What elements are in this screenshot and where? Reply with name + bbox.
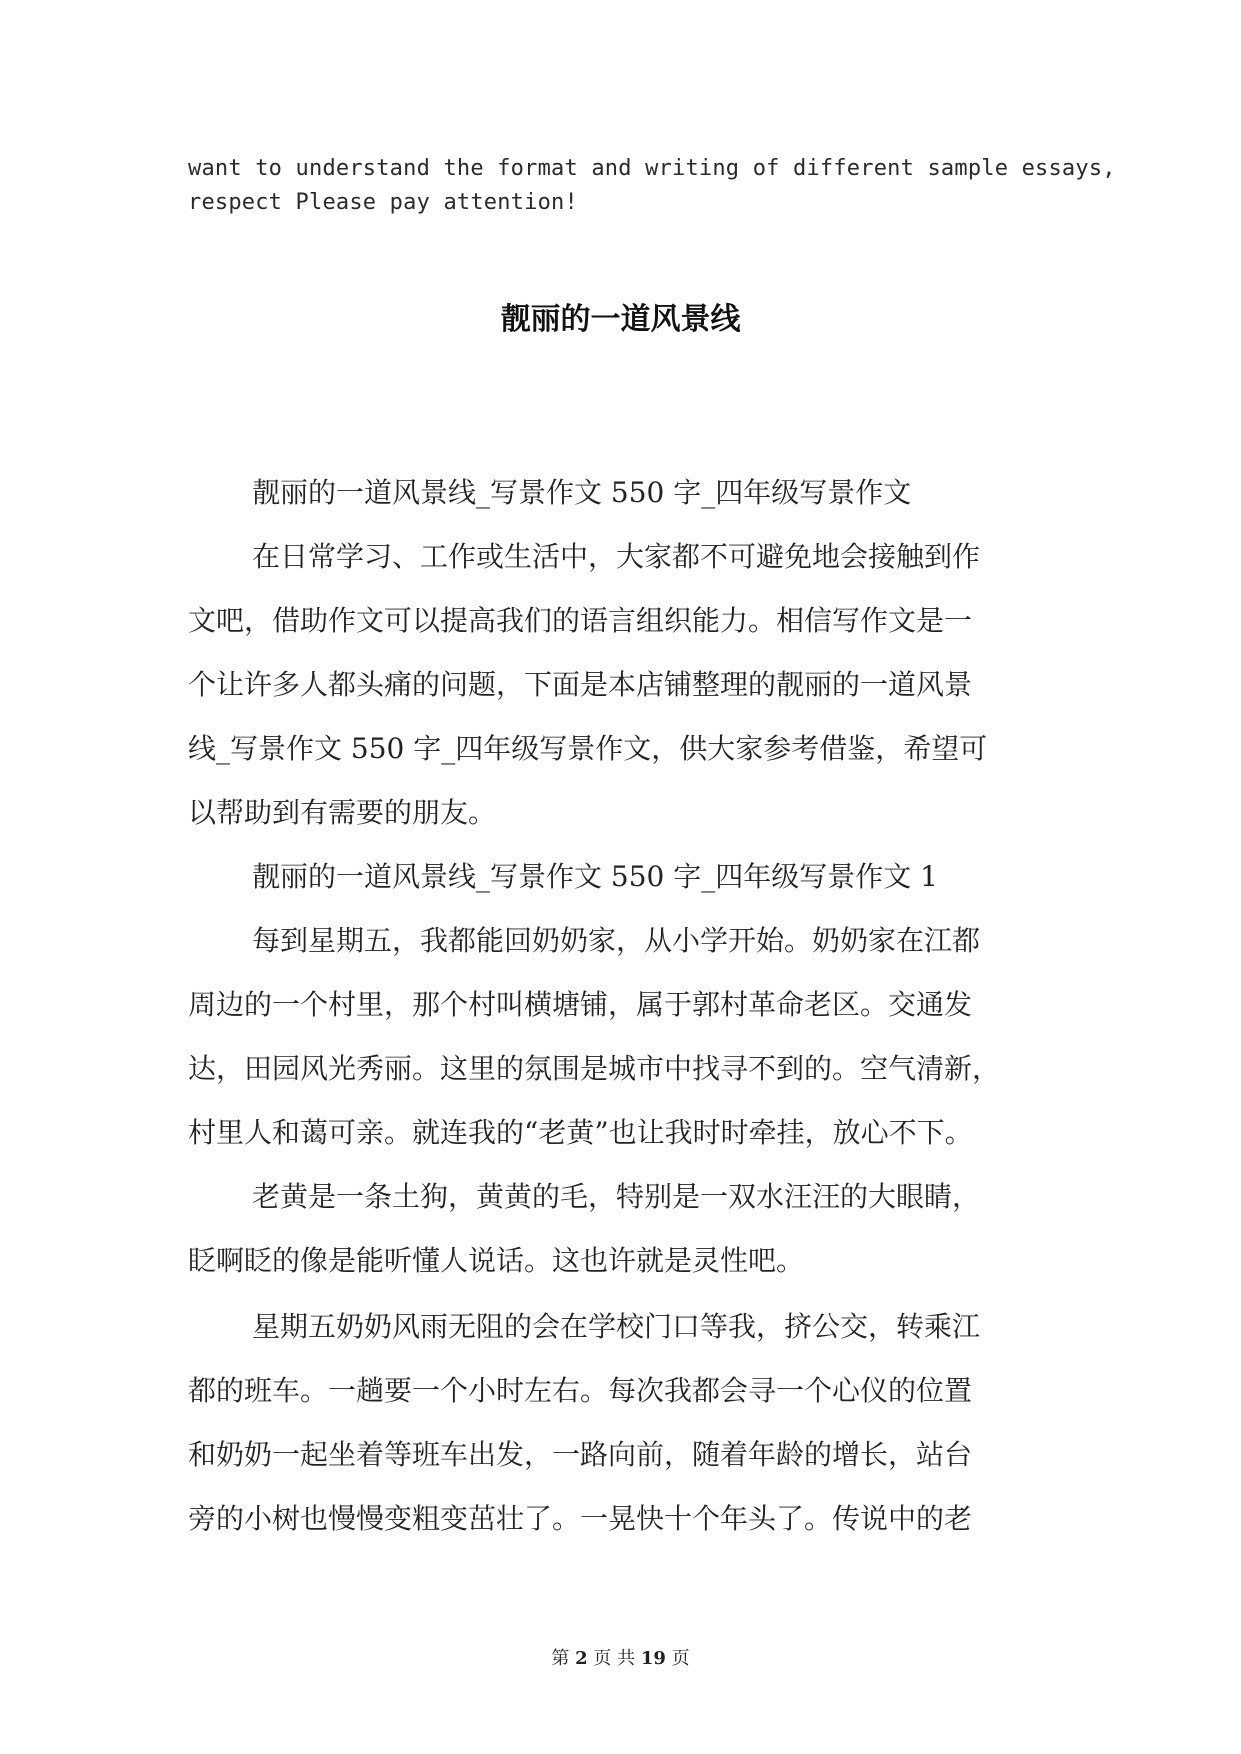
paragraph-line: 个让许多人都头痛的问题，下面是本店铺整理的靓丽的一道风景 [188,668,973,701]
footer-middle: 页 共 [593,1648,636,1669]
header-note-line: respect Please pay attention! [188,190,578,215]
paragraph-line: 老黄是一条土狗，黄黄的毛，特别是一双水汪汪的大眼睛， [252,1180,981,1213]
paragraph-line: 在日常学习、工作或生活中，大家都不可避免地会接触到作 [252,540,981,573]
paragraph-line: 星期五奶奶风雨无阻的会在学校门口等我，挤公交，转乘江 [252,1310,981,1343]
paragraph-line: 旁的小树也慢慢变粗变茁壮了。一晃快十个年头了。传说中的老 [188,1502,973,1535]
paragraph-line: 以帮助到有需要的朋友。 [188,796,497,829]
paragraph-line: 每到星期五，我都能回奶奶家，从小学开始。奶奶家在江都 [252,924,981,957]
page-number-footer [0,1647,1241,1671]
footer-suffix: 页 [671,1648,690,1669]
paragraph-line: 都的班车。一趟要一个小时左右。每次我都会寻一个心仪的位置 [188,1374,973,1407]
current-page-number: 2 [575,1648,588,1669]
paragraph-line: 文吧，借助作文可以提高我们的语言组织能力。相信写作文是一 [188,604,973,637]
paragraph-line: 眨啊眨的像是能听懂人说话。这也许就是灵性吧。 [188,1244,805,1277]
paragraph-line: 村里人和蔼可亲。就连我的“老黄”也让我时时牵挂，放心不下。 [188,1116,973,1149]
paragraph-line: 周边的一个村里，那个村叫横塘铺，属于郭村革命老区。交通发 [188,988,973,1021]
paragraph-line: 达，田园风光秀丽。这里的氛围是城市中找寻不到的。空气清新， [188,1052,1001,1085]
paragraph-line: 线_写景作文 550 字_四年级写景作文，供大家参考借鉴，希望可 [188,732,988,765]
footer-prefix: 第 [551,1648,570,1669]
header-note [188,152,1116,220]
paragraph-line: 靓丽的一道风景线_写景作文 550 字_四年级写景作文 1 [252,860,938,893]
document-title: 靓丽的一道风景线 [500,302,741,337]
paragraph-line: 靓丽的一道风景线_写景作文 550 字_四年级写景作文 [252,476,912,509]
paragraph-line: 和奶奶一起坐着等班车出发，一路向前，随着年龄的增长，站台 [188,1438,973,1471]
total-page-count: 19 [640,1648,666,1669]
header-note-line: want to understand the format and writing of different sample essays, [188,156,1116,181]
document-body [188,461,1050,1551]
